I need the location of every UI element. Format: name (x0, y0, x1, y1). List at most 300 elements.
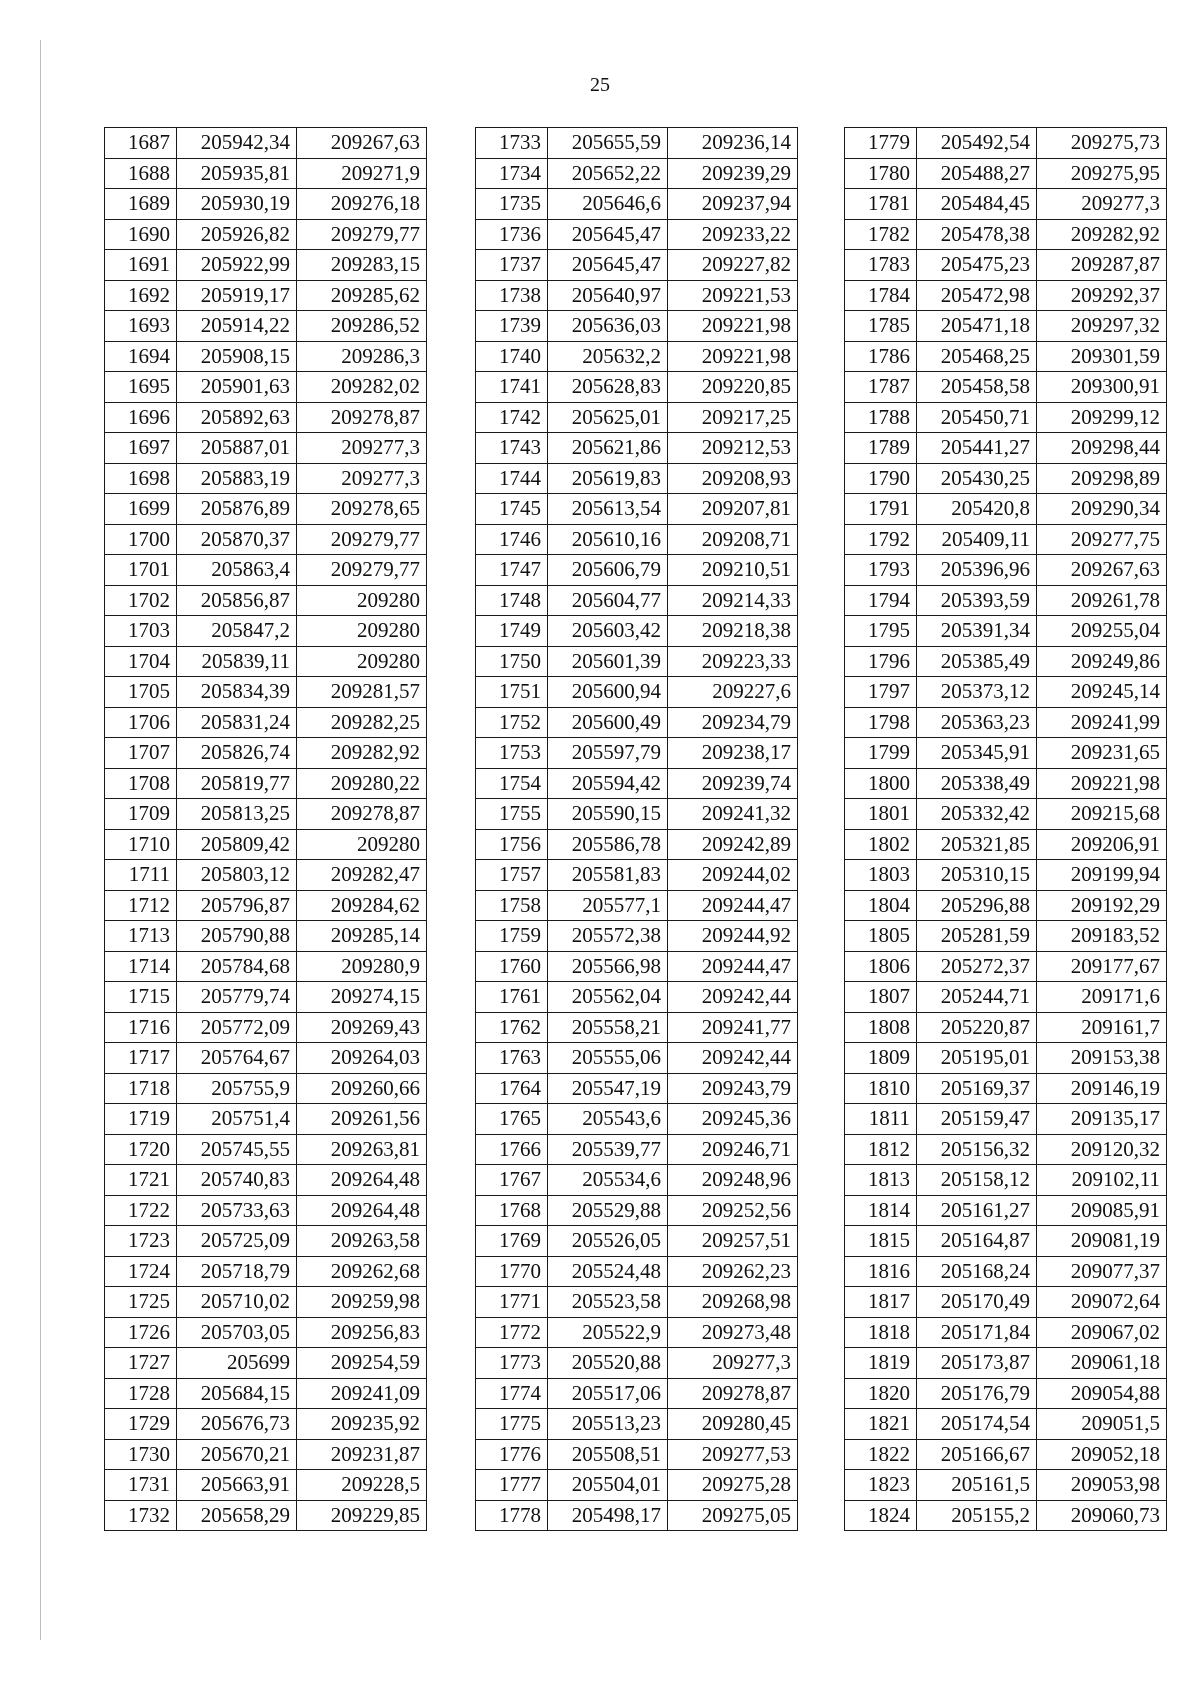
point-number: 1725 (105, 1287, 177, 1318)
y-coordinate: 209067,02 (1037, 1317, 1167, 1348)
point-number: 1770 (476, 1256, 548, 1287)
point-number: 1785 (845, 311, 917, 342)
x-coordinate: 205813,25 (177, 799, 297, 830)
y-coordinate: 209208,93 (668, 463, 798, 494)
point-number: 1724 (105, 1256, 177, 1287)
point-number: 1812 (845, 1134, 917, 1165)
table-row (105, 921, 427, 952)
table-row (845, 1134, 1167, 1165)
x-coordinate: 205220,87 (917, 1012, 1037, 1043)
x-coordinate: 205155,2 (917, 1500, 1037, 1531)
table-row (105, 829, 427, 860)
x-coordinate: 205863,4 (177, 555, 297, 586)
table-row (476, 433, 798, 464)
y-coordinate: 209280,22 (297, 768, 427, 799)
x-coordinate: 205373,12 (917, 677, 1037, 708)
point-number: 1777 (476, 1470, 548, 1501)
x-coordinate: 205652,22 (548, 158, 668, 189)
table-row (476, 372, 798, 403)
table-row (105, 1317, 427, 1348)
y-coordinate: 209290,34 (1037, 494, 1167, 525)
y-coordinate: 209262,68 (297, 1256, 427, 1287)
table-row (105, 1256, 427, 1287)
x-coordinate: 205632,2 (548, 341, 668, 372)
table-row (845, 799, 1167, 830)
table-row (476, 158, 798, 189)
point-number: 1691 (105, 250, 177, 281)
point-number: 1787 (845, 372, 917, 403)
y-coordinate: 209275,28 (668, 1470, 798, 1501)
y-coordinate: 209214,33 (668, 585, 798, 616)
x-coordinate: 205539,77 (548, 1134, 668, 1165)
y-coordinate: 209286,52 (297, 311, 427, 342)
table-row (476, 921, 798, 952)
x-coordinate: 205450,71 (917, 402, 1037, 433)
table-row (105, 463, 427, 494)
point-number: 1804 (845, 890, 917, 921)
table-row (476, 128, 798, 159)
point-number: 1748 (476, 585, 548, 616)
table-row (476, 524, 798, 555)
x-coordinate: 205703,05 (177, 1317, 297, 1348)
x-coordinate: 205520,88 (548, 1348, 668, 1379)
point-number: 1745 (476, 494, 548, 525)
x-coordinate: 205751,4 (177, 1104, 297, 1135)
point-number: 1752 (476, 707, 548, 738)
point-number: 1821 (845, 1409, 917, 1440)
x-coordinate: 205393,59 (917, 585, 1037, 616)
x-coordinate: 205676,73 (177, 1409, 297, 1440)
y-coordinate: 209241,32 (668, 799, 798, 830)
table-row (476, 1104, 798, 1135)
x-coordinate: 205472,98 (917, 280, 1037, 311)
x-coordinate: 205468,25 (917, 341, 1037, 372)
point-number: 1690 (105, 219, 177, 250)
point-number: 1814 (845, 1195, 917, 1226)
x-coordinate: 205458,58 (917, 372, 1037, 403)
x-coordinate: 205718,79 (177, 1256, 297, 1287)
table-row (845, 738, 1167, 769)
table-row (105, 524, 427, 555)
y-coordinate: 209292,37 (1037, 280, 1167, 311)
x-coordinate: 205543,6 (548, 1104, 668, 1135)
x-coordinate: 205555,06 (548, 1043, 668, 1074)
point-number: 1702 (105, 585, 177, 616)
table-row (105, 951, 427, 982)
x-coordinate: 205604,77 (548, 585, 668, 616)
point-number: 1719 (105, 1104, 177, 1135)
y-coordinate: 209261,56 (297, 1104, 427, 1135)
point-number: 1800 (845, 768, 917, 799)
point-number: 1711 (105, 860, 177, 891)
table-row (476, 1134, 798, 1165)
table-row (105, 1073, 427, 1104)
y-coordinate: 209259,98 (297, 1287, 427, 1318)
y-coordinate: 209241,99 (1037, 707, 1167, 738)
y-coordinate: 209280 (297, 829, 427, 860)
y-coordinate: 209283,15 (297, 250, 427, 281)
table-row (845, 280, 1167, 311)
y-coordinate: 209249,86 (1037, 646, 1167, 677)
x-coordinate: 205478,38 (917, 219, 1037, 250)
y-coordinate: 209275,05 (668, 1500, 798, 1531)
point-number: 1714 (105, 951, 177, 982)
y-coordinate: 209300,91 (1037, 372, 1167, 403)
table-row (105, 677, 427, 708)
point-number: 1736 (476, 219, 548, 250)
y-coordinate: 209273,48 (668, 1317, 798, 1348)
point-number: 1772 (476, 1317, 548, 1348)
point-number: 1762 (476, 1012, 548, 1043)
point-number: 1722 (105, 1195, 177, 1226)
y-coordinate: 209102,11 (1037, 1165, 1167, 1196)
table-row (845, 677, 1167, 708)
table-row (105, 128, 427, 159)
point-number: 1816 (845, 1256, 917, 1287)
table-row (105, 1012, 427, 1043)
x-coordinate: 205562,04 (548, 982, 668, 1013)
y-coordinate: 209299,12 (1037, 402, 1167, 433)
point-number: 1688 (105, 158, 177, 189)
table-row (476, 982, 798, 1013)
point-number: 1701 (105, 555, 177, 586)
point-number: 1780 (845, 158, 917, 189)
point-number: 1734 (476, 158, 548, 189)
x-coordinate: 205926,82 (177, 219, 297, 250)
table-row (845, 402, 1167, 433)
point-number: 1803 (845, 860, 917, 891)
table-row (476, 189, 798, 220)
point-number: 1705 (105, 677, 177, 708)
x-coordinate: 205498,17 (548, 1500, 668, 1531)
x-coordinate: 205158,12 (917, 1165, 1037, 1196)
x-coordinate: 205396,96 (917, 555, 1037, 586)
scan-margin-line (40, 40, 41, 1640)
y-coordinate: 209243,79 (668, 1073, 798, 1104)
y-coordinate: 209183,52 (1037, 921, 1167, 952)
y-coordinate: 209060,73 (1037, 1500, 1167, 1531)
x-coordinate: 205935,81 (177, 158, 297, 189)
x-coordinate: 205772,09 (177, 1012, 297, 1043)
y-coordinate: 209286,3 (297, 341, 427, 372)
point-number: 1708 (105, 768, 177, 799)
y-coordinate: 209054,88 (1037, 1378, 1167, 1409)
point-number: 1801 (845, 799, 917, 830)
x-coordinate: 205755,9 (177, 1073, 297, 1104)
x-coordinate: 205522,9 (548, 1317, 668, 1348)
y-coordinate: 209231,87 (297, 1439, 427, 1470)
page-number: 25 (590, 74, 610, 96)
table-row (476, 799, 798, 830)
y-coordinate: 209271,9 (297, 158, 427, 189)
table-row (476, 1500, 798, 1531)
x-coordinate: 205809,42 (177, 829, 297, 860)
y-coordinate: 209264,48 (297, 1165, 427, 1196)
table-row (845, 1195, 1167, 1226)
x-coordinate: 205547,19 (548, 1073, 668, 1104)
y-coordinate: 209287,87 (1037, 250, 1167, 281)
point-number: 1742 (476, 402, 548, 433)
y-coordinate: 209244,47 (668, 951, 798, 982)
point-number: 1693 (105, 311, 177, 342)
table-row (476, 311, 798, 342)
x-coordinate: 205603,42 (548, 616, 668, 647)
x-coordinate: 205839,11 (177, 646, 297, 677)
table-row (845, 1378, 1167, 1409)
y-coordinate: 209276,18 (297, 189, 427, 220)
y-coordinate: 209153,38 (1037, 1043, 1167, 1074)
table-row (845, 585, 1167, 616)
point-number: 1728 (105, 1378, 177, 1409)
table-row (105, 585, 427, 616)
x-coordinate: 205740,83 (177, 1165, 297, 1196)
point-number: 1815 (845, 1226, 917, 1257)
y-coordinate: 209277,3 (297, 463, 427, 494)
x-coordinate: 205914,22 (177, 311, 297, 342)
point-number: 1779 (845, 128, 917, 159)
table-row (105, 1165, 427, 1196)
x-coordinate: 205171,84 (917, 1317, 1037, 1348)
x-coordinate: 205586,78 (548, 829, 668, 860)
point-number: 1798 (845, 707, 917, 738)
x-coordinate: 205745,55 (177, 1134, 297, 1165)
table-row (105, 372, 427, 403)
table-row (105, 616, 427, 647)
x-coordinate: 205834,39 (177, 677, 297, 708)
y-coordinate: 209255,04 (1037, 616, 1167, 647)
y-coordinate: 209285,14 (297, 921, 427, 952)
point-number: 1795 (845, 616, 917, 647)
table-row (476, 1073, 798, 1104)
y-coordinate: 209242,44 (668, 982, 798, 1013)
x-coordinate: 205831,24 (177, 707, 297, 738)
point-number: 1771 (476, 1287, 548, 1318)
table-row (845, 219, 1167, 250)
point-number: 1717 (105, 1043, 177, 1074)
x-coordinate: 205159,47 (917, 1104, 1037, 1135)
y-coordinate: 209278,87 (297, 799, 427, 830)
table-row (476, 1165, 798, 1196)
table-row (845, 1287, 1167, 1318)
x-coordinate: 205636,03 (548, 311, 668, 342)
y-coordinate: 209229,85 (297, 1500, 427, 1531)
y-coordinate: 209298,44 (1037, 433, 1167, 464)
table-row (845, 1165, 1167, 1196)
y-coordinate: 209233,22 (668, 219, 798, 250)
point-number: 1703 (105, 616, 177, 647)
point-number: 1810 (845, 1073, 917, 1104)
y-coordinate: 209242,44 (668, 1043, 798, 1074)
x-coordinate: 205876,89 (177, 494, 297, 525)
y-coordinate: 209221,98 (1037, 768, 1167, 799)
table-row (476, 768, 798, 799)
point-number: 1818 (845, 1317, 917, 1348)
table-row (845, 707, 1167, 738)
table-row (105, 768, 427, 799)
point-number: 1730 (105, 1439, 177, 1470)
x-coordinate: 205699 (177, 1348, 297, 1379)
x-coordinate: 205621,86 (548, 433, 668, 464)
point-number: 1723 (105, 1226, 177, 1257)
point-number: 1695 (105, 372, 177, 403)
y-coordinate: 209267,63 (297, 128, 427, 159)
x-coordinate: 205534,6 (548, 1165, 668, 1196)
y-coordinate: 209244,47 (668, 890, 798, 921)
point-number: 1769 (476, 1226, 548, 1257)
table-row (476, 494, 798, 525)
y-coordinate: 209051,5 (1037, 1409, 1167, 1440)
y-coordinate: 209215,68 (1037, 799, 1167, 830)
point-number: 1767 (476, 1165, 548, 1196)
table-row (476, 280, 798, 311)
x-coordinate: 205529,88 (548, 1195, 668, 1226)
x-coordinate: 205244,71 (917, 982, 1037, 1013)
y-coordinate: 209244,92 (668, 921, 798, 952)
x-coordinate: 205488,27 (917, 158, 1037, 189)
y-coordinate: 209282,47 (297, 860, 427, 891)
table-row (845, 1409, 1167, 1440)
point-number: 1704 (105, 646, 177, 677)
table-row (476, 646, 798, 677)
point-number: 1775 (476, 1409, 548, 1440)
point-number: 1732 (105, 1500, 177, 1531)
table-row (476, 677, 798, 708)
point-number: 1811 (845, 1104, 917, 1135)
point-number: 1712 (105, 890, 177, 921)
point-number: 1715 (105, 982, 177, 1013)
x-coordinate: 205430,25 (917, 463, 1037, 494)
x-coordinate: 205930,19 (177, 189, 297, 220)
table-row (476, 738, 798, 769)
y-coordinate: 209282,92 (1037, 219, 1167, 250)
x-coordinate: 205475,23 (917, 250, 1037, 281)
x-coordinate: 205601,39 (548, 646, 668, 677)
point-number: 1766 (476, 1134, 548, 1165)
x-coordinate: 205883,19 (177, 463, 297, 494)
point-number: 1740 (476, 341, 548, 372)
x-coordinate: 205581,83 (548, 860, 668, 891)
table-row (105, 1134, 427, 1165)
y-coordinate: 209212,53 (668, 433, 798, 464)
point-number: 1710 (105, 829, 177, 860)
table-row (476, 555, 798, 586)
y-coordinate: 209053,98 (1037, 1470, 1167, 1501)
table-row (476, 402, 798, 433)
y-coordinate: 209284,62 (297, 890, 427, 921)
table-row (476, 860, 798, 891)
y-coordinate: 209135,17 (1037, 1104, 1167, 1135)
table-row (476, 219, 798, 250)
table-row (105, 982, 427, 1013)
x-coordinate: 205803,12 (177, 860, 297, 891)
x-coordinate: 205195,01 (917, 1043, 1037, 1074)
y-coordinate: 209223,33 (668, 646, 798, 677)
table-row (105, 646, 427, 677)
x-coordinate: 205577,1 (548, 890, 668, 921)
x-coordinate: 205646,6 (548, 189, 668, 220)
table-row (476, 1439, 798, 1470)
y-coordinate: 209221,53 (668, 280, 798, 311)
x-coordinate: 205655,59 (548, 128, 668, 159)
y-coordinate: 209281,57 (297, 677, 427, 708)
y-coordinate: 209269,43 (297, 1012, 427, 1043)
table-row (845, 890, 1167, 921)
x-coordinate: 205594,42 (548, 768, 668, 799)
y-coordinate: 209146,19 (1037, 1073, 1167, 1104)
x-coordinate: 205566,98 (548, 951, 668, 982)
point-number: 1746 (476, 524, 548, 555)
table-row (845, 860, 1167, 891)
table-row (845, 1104, 1167, 1135)
y-coordinate: 209242,89 (668, 829, 798, 860)
point-number: 1696 (105, 402, 177, 433)
y-coordinate: 209248,96 (668, 1165, 798, 1196)
y-coordinate: 209282,25 (297, 707, 427, 738)
y-coordinate: 209297,32 (1037, 311, 1167, 342)
table-row (105, 158, 427, 189)
point-number: 1753 (476, 738, 548, 769)
x-coordinate: 205670,21 (177, 1439, 297, 1470)
table-row (845, 951, 1167, 982)
table-row (105, 433, 427, 464)
point-number: 1739 (476, 311, 548, 342)
point-number: 1689 (105, 189, 177, 220)
x-coordinate: 205922,99 (177, 250, 297, 281)
table-row (105, 860, 427, 891)
x-coordinate: 205156,32 (917, 1134, 1037, 1165)
point-number: 1733 (476, 128, 548, 159)
point-number: 1754 (476, 768, 548, 799)
y-coordinate: 209245,36 (668, 1104, 798, 1135)
point-number: 1782 (845, 219, 917, 250)
table-row (105, 738, 427, 769)
table-row (105, 189, 427, 220)
point-number: 1726 (105, 1317, 177, 1348)
table-row (845, 311, 1167, 342)
point-number: 1789 (845, 433, 917, 464)
table-row (105, 1470, 427, 1501)
y-coordinate: 209217,25 (668, 402, 798, 433)
y-coordinate: 209256,83 (297, 1317, 427, 1348)
table-row (845, 921, 1167, 952)
x-coordinate: 205310,15 (917, 860, 1037, 891)
x-coordinate: 205513,23 (548, 1409, 668, 1440)
y-coordinate: 209241,77 (668, 1012, 798, 1043)
coordinate-table-1 (104, 127, 427, 1531)
x-coordinate: 205508,51 (548, 1439, 668, 1470)
point-number: 1718 (105, 1073, 177, 1104)
point-number: 1738 (476, 280, 548, 311)
x-coordinate: 205901,63 (177, 372, 297, 403)
point-number: 1758 (476, 890, 548, 921)
y-coordinate: 209239,29 (668, 158, 798, 189)
point-number: 1820 (845, 1378, 917, 1409)
x-coordinate: 205658,29 (177, 1500, 297, 1531)
y-coordinate: 209231,65 (1037, 738, 1167, 769)
coordinate-table-2 (475, 127, 798, 1531)
point-number: 1799 (845, 738, 917, 769)
point-number: 1783 (845, 250, 917, 281)
table-row (105, 707, 427, 738)
table-row (105, 890, 427, 921)
table-row (476, 616, 798, 647)
point-number: 1692 (105, 280, 177, 311)
point-number: 1720 (105, 1134, 177, 1165)
point-number: 1784 (845, 280, 917, 311)
x-coordinate: 205892,63 (177, 402, 297, 433)
y-coordinate: 209161,7 (1037, 1012, 1167, 1043)
y-coordinate: 209263,58 (297, 1226, 427, 1257)
